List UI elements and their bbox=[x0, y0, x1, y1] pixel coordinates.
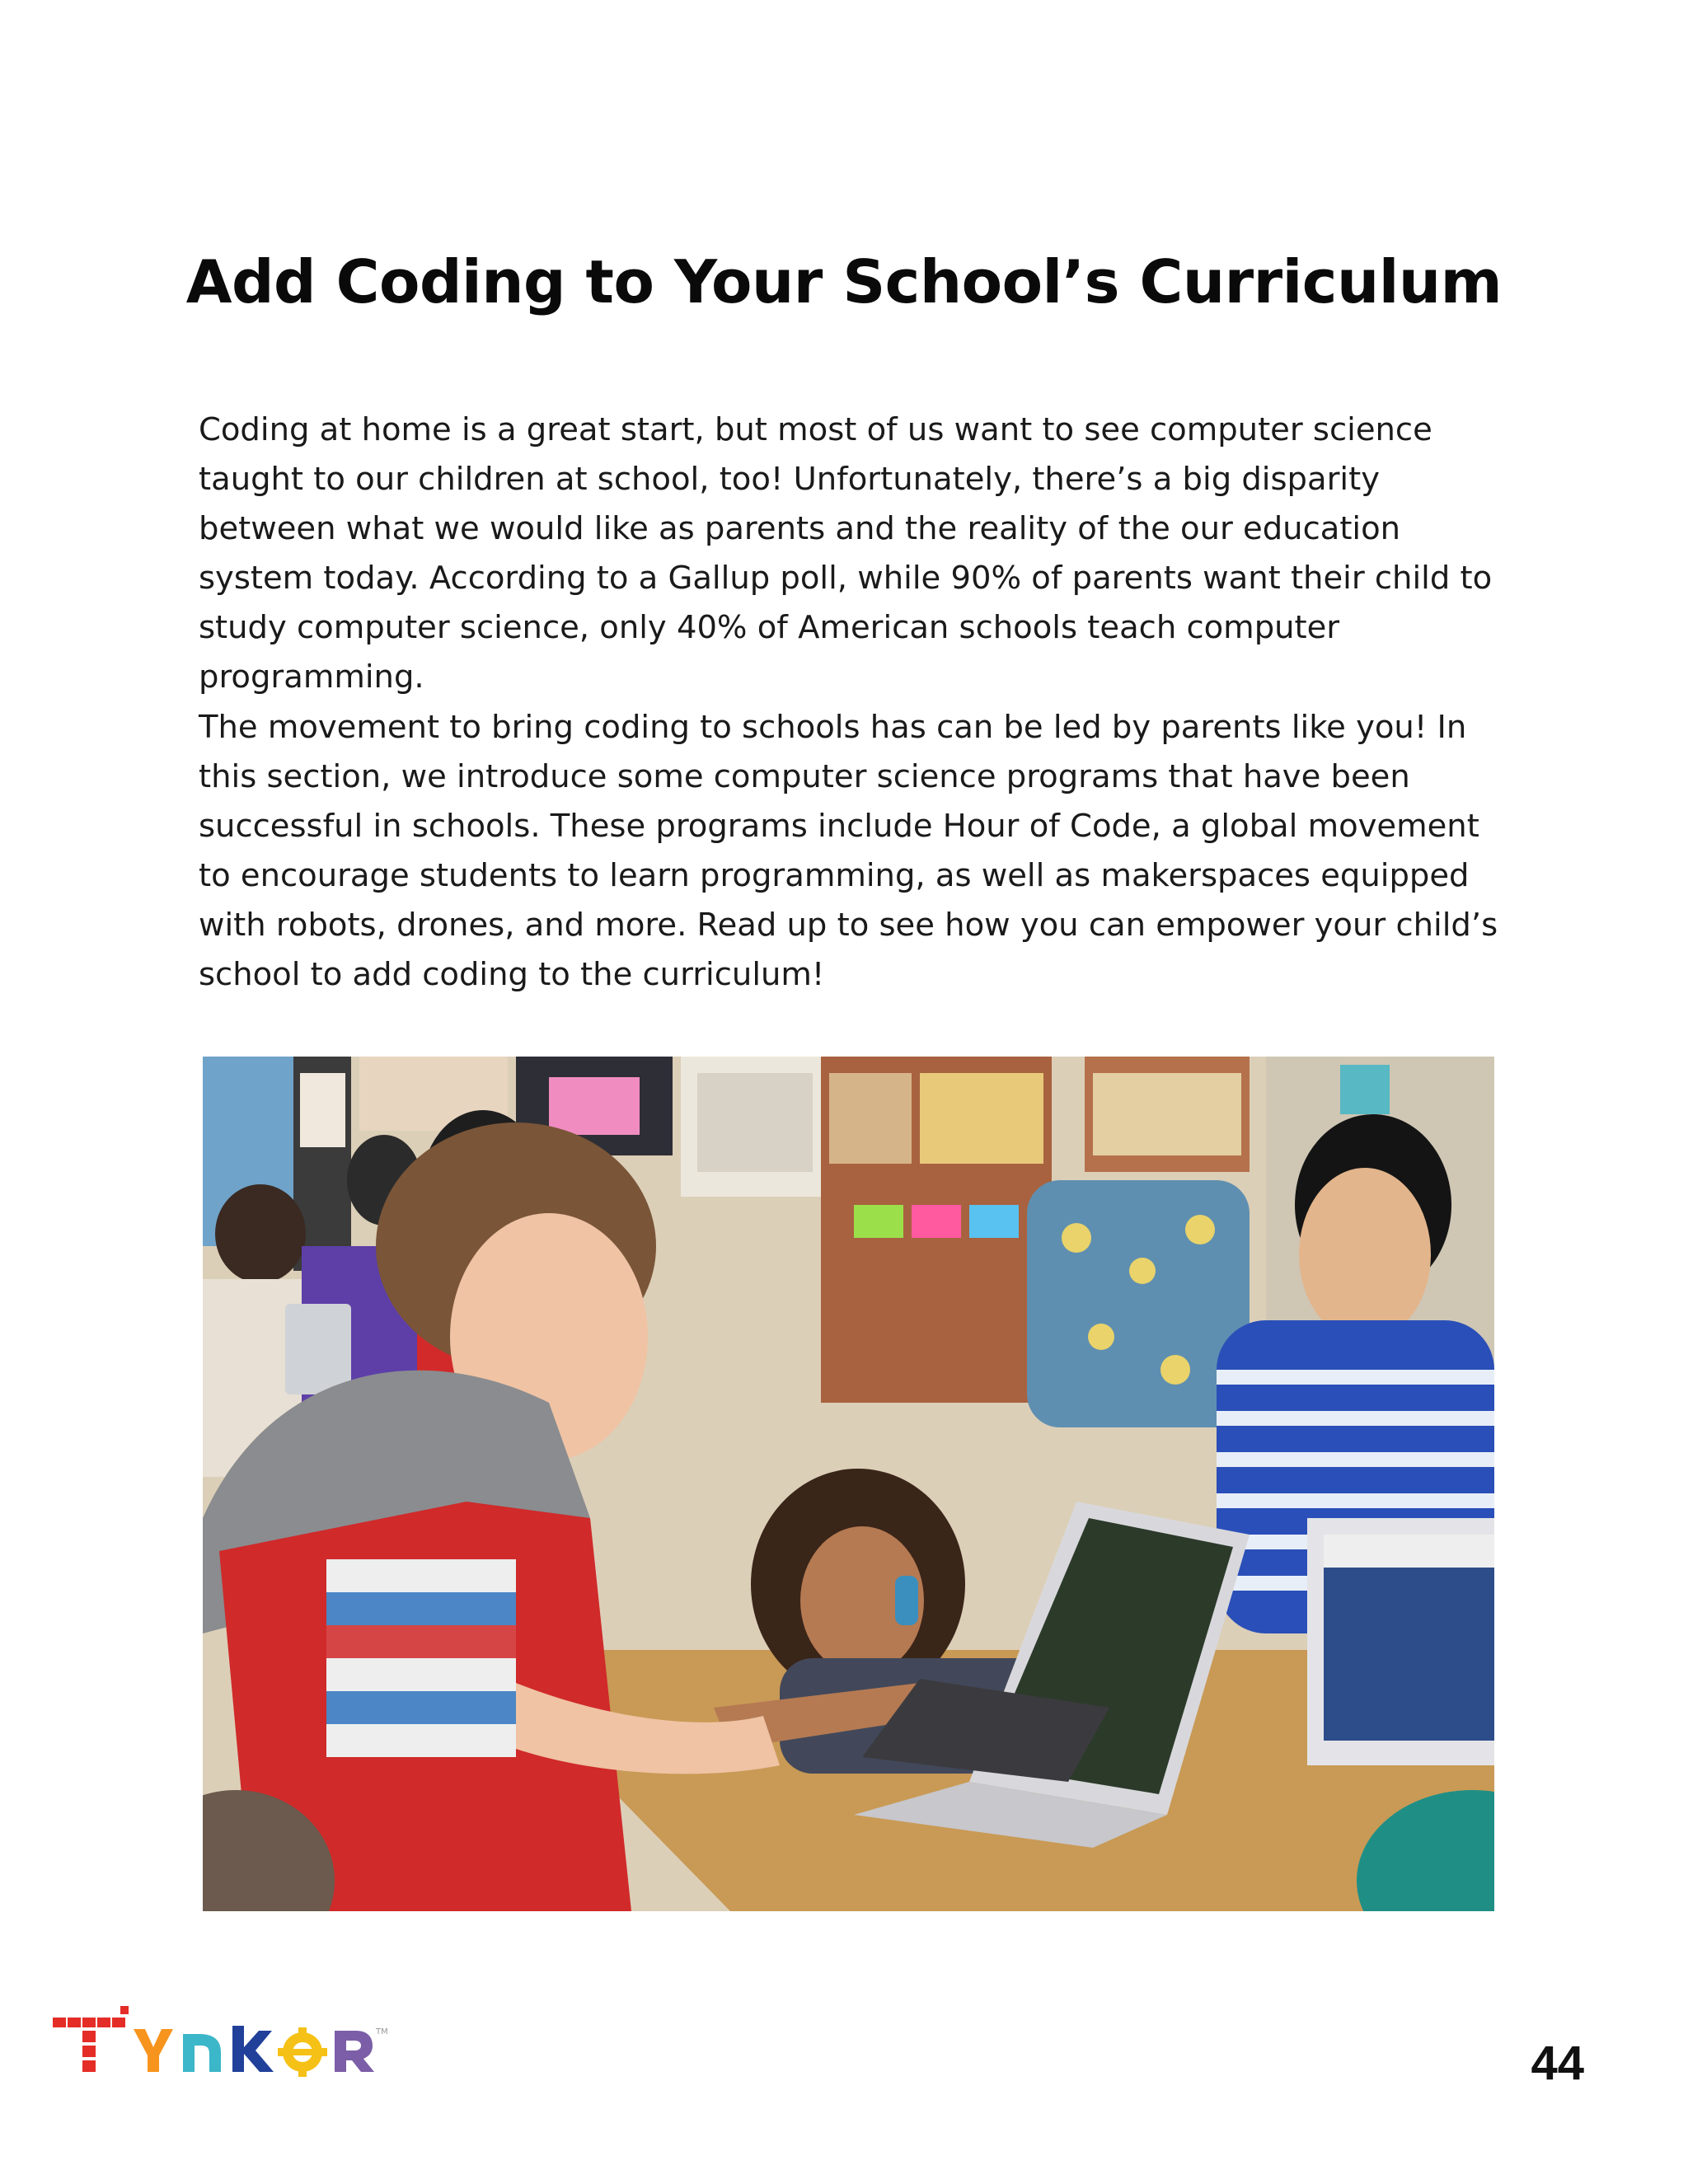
trademark-mark: TM bbox=[376, 2027, 388, 2036]
tynker-logo bbox=[51, 2001, 389, 2083]
page-number: 44 bbox=[1531, 2036, 1584, 2090]
intro-paragraph: Coding at home is a great start, but most of us want to see computer science taught to our children at school, too! Unfortunately, there’s a big disparity between what we would like as parents and the reality of the our education system today. According to a Gallup poll, while 90% of parents want their child to study computer science, only 40% of American schools teach computer programming. bbox=[199, 411, 1493, 696]
movement-paragraph: The movement to bring coding to schools has can be led by parents like you! In this section, we introduce some computer science programs that have been successful in schools. These programs include Hour of Code, a global movement to encourage students to learn programming, as well as makerspaces equipped with robots, drones, and more. Read up to see how you can empower your child’s school to add coding to the curriculum! bbox=[199, 709, 1498, 993]
classroom-photo bbox=[203, 1057, 1494, 1911]
page-title: Add Coding to Your School’s Curriculum bbox=[185, 247, 1503, 316]
